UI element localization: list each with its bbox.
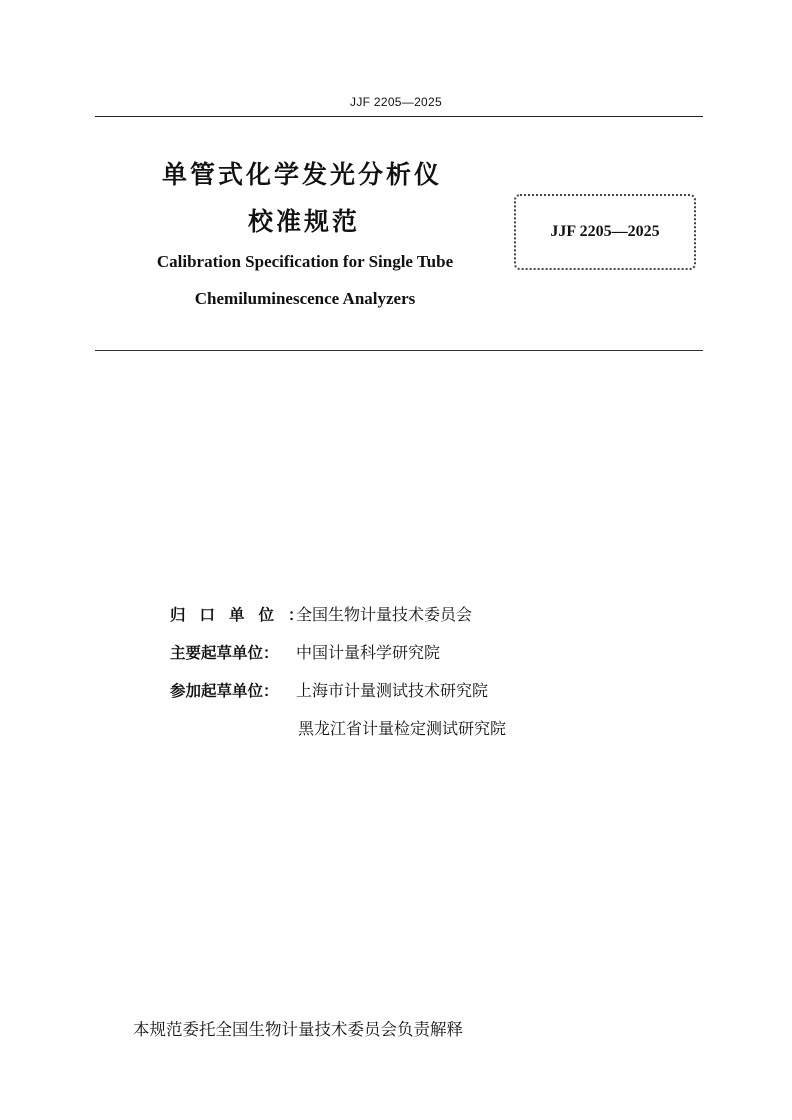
org-value-main-drafter: 中国计量科学研究院 bbox=[296, 643, 441, 662]
org-row-responsible bbox=[170, 602, 472, 628]
top-divider bbox=[95, 116, 703, 117]
title-chinese-line2: 校准规范 bbox=[248, 207, 361, 236]
org-row-participating-drafter bbox=[170, 678, 488, 704]
title-english-line1: Calibration Specification for Single Tube bbox=[156, 252, 454, 271]
org-value-participating-drafter-1: 上海市计量测试技术研究院 bbox=[296, 681, 489, 700]
org-row-participating-drafter-2 bbox=[298, 716, 506, 742]
footer-interpretation-note: 本规范委托全国生物计量技术委员会负责解释 bbox=[133, 1020, 463, 1039]
org-label-participating-drafter: 参加起草单位： bbox=[170, 682, 279, 700]
org-row-main-drafter bbox=[170, 640, 440, 666]
org-value-responsible: 全国生物计量技术委员会 bbox=[296, 605, 473, 624]
org-label-main-drafter: 主要起草单位： bbox=[170, 644, 279, 662]
standard-code-box-text: JJF 2205—2025 bbox=[550, 223, 660, 240]
org-label-responsible: 归口单位： bbox=[170, 606, 318, 624]
middle-divider bbox=[95, 350, 703, 351]
title-chinese-line1: 单管式化学发光分析仪 bbox=[162, 160, 443, 189]
title-english-line2: Chemiluminescence Analyzers bbox=[194, 289, 416, 308]
header-standard-code: JJF 2205—2025 bbox=[350, 95, 442, 109]
standard-code-box bbox=[514, 194, 696, 270]
org-value-participating-drafter-2: 黑龙江省计量检定测试研究院 bbox=[298, 719, 507, 738]
